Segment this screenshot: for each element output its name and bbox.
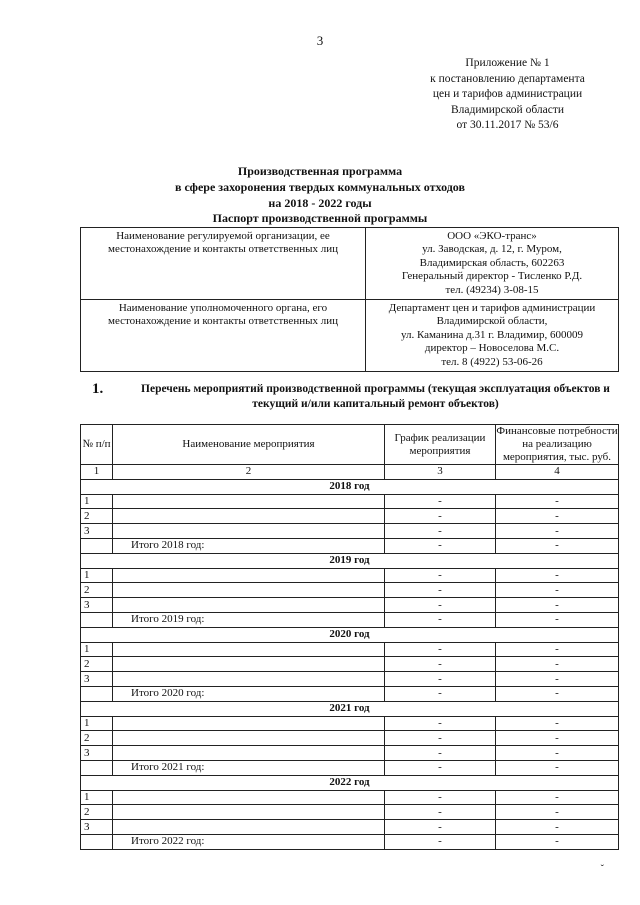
column-number-cell: 1 [81,465,113,480]
section-number: 1. [92,381,104,397]
program-title [0,163,640,211]
table-cell: Итого 2021 год: [113,760,385,775]
table-row [81,583,619,598]
column-number-cell: 2 [113,465,385,480]
year-row [81,627,619,642]
table-cell [113,568,385,583]
table-cell: - [385,760,496,775]
table-cell: - [496,790,619,805]
table-cell: - [496,746,619,761]
passport-value-line: Генеральный директор - Тисленко Р.Д. [401,270,583,283]
table-cell [113,672,385,687]
year-cell: 2018 год [81,479,619,494]
appendix-line: к постановлению департамента [430,72,585,85]
table-cell: - [385,538,496,553]
table-row [81,509,619,524]
passport-table [80,227,619,372]
passport-value-line: ул. Каманина д.31 г. Владимир, 600009 [400,328,584,341]
table-cell: - [385,583,496,598]
table-row [81,598,619,613]
table-cell: - [385,568,496,583]
header-cell-event: Наименование мероприятия [113,425,385,465]
table-cell [113,598,385,613]
table-cell: - [496,657,619,672]
table-cell: - [496,538,619,553]
table-cell: - [496,716,619,731]
table-cell: - [385,509,496,524]
table-row [81,672,619,687]
table-cell: - [385,524,496,539]
passport-row-organization [81,228,619,300]
table-cell [113,790,385,805]
events-table [80,424,619,850]
table-cell: - [496,731,619,746]
table-cell [113,657,385,672]
appendix-line: Приложение № 1 [465,57,550,69]
table-cell: 2 [81,731,113,746]
table-cell [81,538,113,553]
table-cell: - [385,612,496,627]
appendix-line: от 30.11.2017 № 53/6 [456,119,559,131]
total-row [81,686,619,701]
header-cell-finance: Финансовые потребности на реализацию мероприятия, тыс. руб. [496,425,618,463]
table-cell: 2 [81,583,113,598]
table-row [81,731,619,746]
table-cell: - [385,746,496,761]
table-row [81,746,619,761]
program-title-line: Производственная программа [237,164,403,178]
table-cell: - [496,805,619,820]
year-cell: 2020 год [81,627,619,642]
passport-value-line: Владимирской области, [436,315,548,328]
program-title-line: на 2018 - 2022 годы [268,196,372,210]
table-cell: Итого 2020 год: [113,686,385,701]
year-cell: 2022 год [81,775,619,790]
table-header-row [81,425,619,465]
column-number-row [81,465,619,480]
events-table-body [81,425,619,850]
passport-value [366,300,619,372]
table-cell: 2 [81,805,113,820]
table-cell: - [385,657,496,672]
passport-label: Наименование уполномоченного органа, его местонахождение и контакты ответственных лиц [81,300,366,372]
table-cell: - [496,760,619,775]
table-cell: 3 [81,524,113,539]
appendix-block [400,56,615,134]
passport-value-line: тел. (49234) 3-08-15 [445,283,539,296]
passport-value-line: Департамент цен и тарифов администрации [388,302,596,315]
table-cell: 2 [81,509,113,524]
table-cell: - [496,524,619,539]
year-cell: 2021 год [81,701,619,716]
table-cell: - [496,494,619,509]
table-cell: - [385,805,496,820]
year-row [81,775,619,790]
appendix-line: Владимирской области [450,103,565,116]
table-row [81,568,619,583]
passport-value [366,228,619,300]
table-row [81,716,619,731]
table-cell [81,760,113,775]
table-cell [113,524,385,539]
table-cell: 3 [81,746,113,761]
table-cell: - [496,583,619,598]
corner-mark: ˇ [600,864,604,875]
table-cell [113,583,385,598]
table-cell: 2 [81,657,113,672]
table-cell [81,686,113,701]
table-cell [113,509,385,524]
passport-value-line: Владимирская область, 602263 [419,256,565,269]
table-cell: - [385,731,496,746]
year-cell: 2019 год [81,553,619,568]
table-cell: - [496,834,619,849]
table-cell [113,716,385,731]
year-row [81,553,619,568]
table-cell: - [496,672,619,687]
table-cell: - [385,686,496,701]
table-cell: - [385,834,496,849]
table-cell: 1 [81,716,113,731]
table-cell [113,642,385,657]
table-cell [81,834,113,849]
table-cell: - [496,686,619,701]
total-row [81,612,619,627]
table-row [81,524,619,539]
section-title: Перечень мероприятий производственной программы (текущая эксплуатация объектов и текущий и/или капитальный ремонт объектов) [141,383,610,410]
table-row [81,805,619,820]
passport-title: Паспорт производственной программы [212,211,428,225]
table-cell: 3 [81,672,113,687]
table-cell [81,612,113,627]
table-row [81,790,619,805]
header-cell-number: № п/п [81,425,113,465]
total-row [81,760,619,775]
table-cell: Итого 2019 год: [113,612,385,627]
table-cell [113,820,385,835]
table-cell: 1 [81,790,113,805]
table-cell: - [385,790,496,805]
page-number: 3 [316,33,324,48]
table-cell: 3 [81,820,113,835]
table-cell: - [496,642,619,657]
table-cell: - [385,598,496,613]
table-cell: - [385,820,496,835]
table-cell [113,805,385,820]
table-cell: - [385,642,496,657]
table-cell: - [385,494,496,509]
table-row [81,642,619,657]
passport-label: Наименование регулируемой организации, ее местонахождение и контакты ответственных лиц [81,228,366,300]
table-row [81,494,619,509]
passport-value-line: тел. 8 (4922) 53-06-26 [441,355,543,368]
table-cell: - [496,612,619,627]
year-row [81,479,619,494]
table-cell: - [496,820,619,835]
table-cell [113,494,385,509]
table-cell: - [496,598,619,613]
table-cell: 1 [81,494,113,509]
program-title-line: в сфере захоронения твердых коммунальных отходов [175,180,465,194]
column-number-cell: 4 [496,465,619,480]
total-row [81,538,619,553]
table-cell: - [496,568,619,583]
year-row [81,701,619,716]
table-cell: Итого 2018 год: [113,538,385,553]
table-cell: - [385,716,496,731]
table-cell: - [496,509,619,524]
table-row [81,657,619,672]
passport-value-line: директор – Новоселова М.С. [424,342,560,355]
appendix-line: цен и тарифов администрации [432,88,583,100]
passport-value-line: ООО «ЭКО-транс» [447,230,537,242]
table-cell [113,746,385,761]
table-cell: 1 [81,568,113,583]
passport-value-line: ул. Заводская, д. 12, г. Муром, [422,243,562,256]
table-cell: - [385,672,496,687]
table-cell: 1 [81,642,113,657]
total-row [81,834,619,849]
header-cell-schedule: График реализации мероприятия [385,425,496,465]
table-row [81,820,619,835]
column-number-cell: 3 [385,465,496,480]
table-cell: Итого 2022 год: [113,834,385,849]
passport-row-authority [81,300,619,372]
table-cell [113,731,385,746]
table-cell: 3 [81,598,113,613]
